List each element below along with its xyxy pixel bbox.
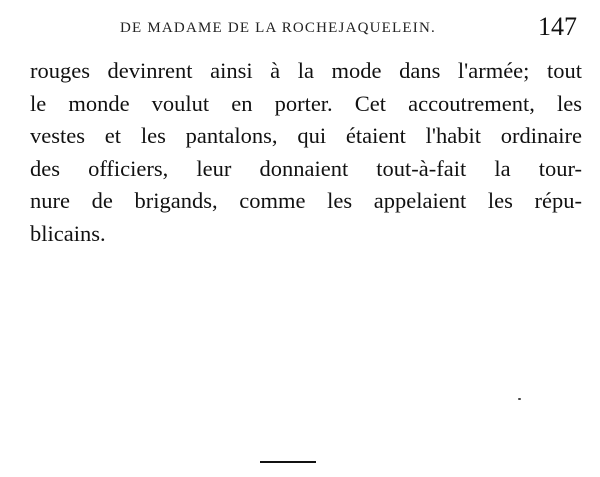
text-line-6: blicains. [30,220,106,246]
paragraph [30,55,582,250]
text-line-3: vestes et les pantalons, qui étaient l'habit ordinaire [30,123,582,148]
text-line-5: nure de brigands, comme les appelaient les répu- [30,188,582,213]
running-title: DE MADAME DE LA ROCHEJAQUELEIN. [120,20,436,36]
text-line-1: rouges devinrent ainsi à la mode dans l'armée; tout [30,58,582,83]
ink-speck [518,398,521,400]
text-line-4: des officiers, leur donnaient tout-à-fait la tour- [30,155,582,181]
page-number: 147 [538,12,577,41]
end-rule [260,461,316,463]
text-line-2: le monde voulut en porter. Cet accoutrement, les [30,90,582,116]
